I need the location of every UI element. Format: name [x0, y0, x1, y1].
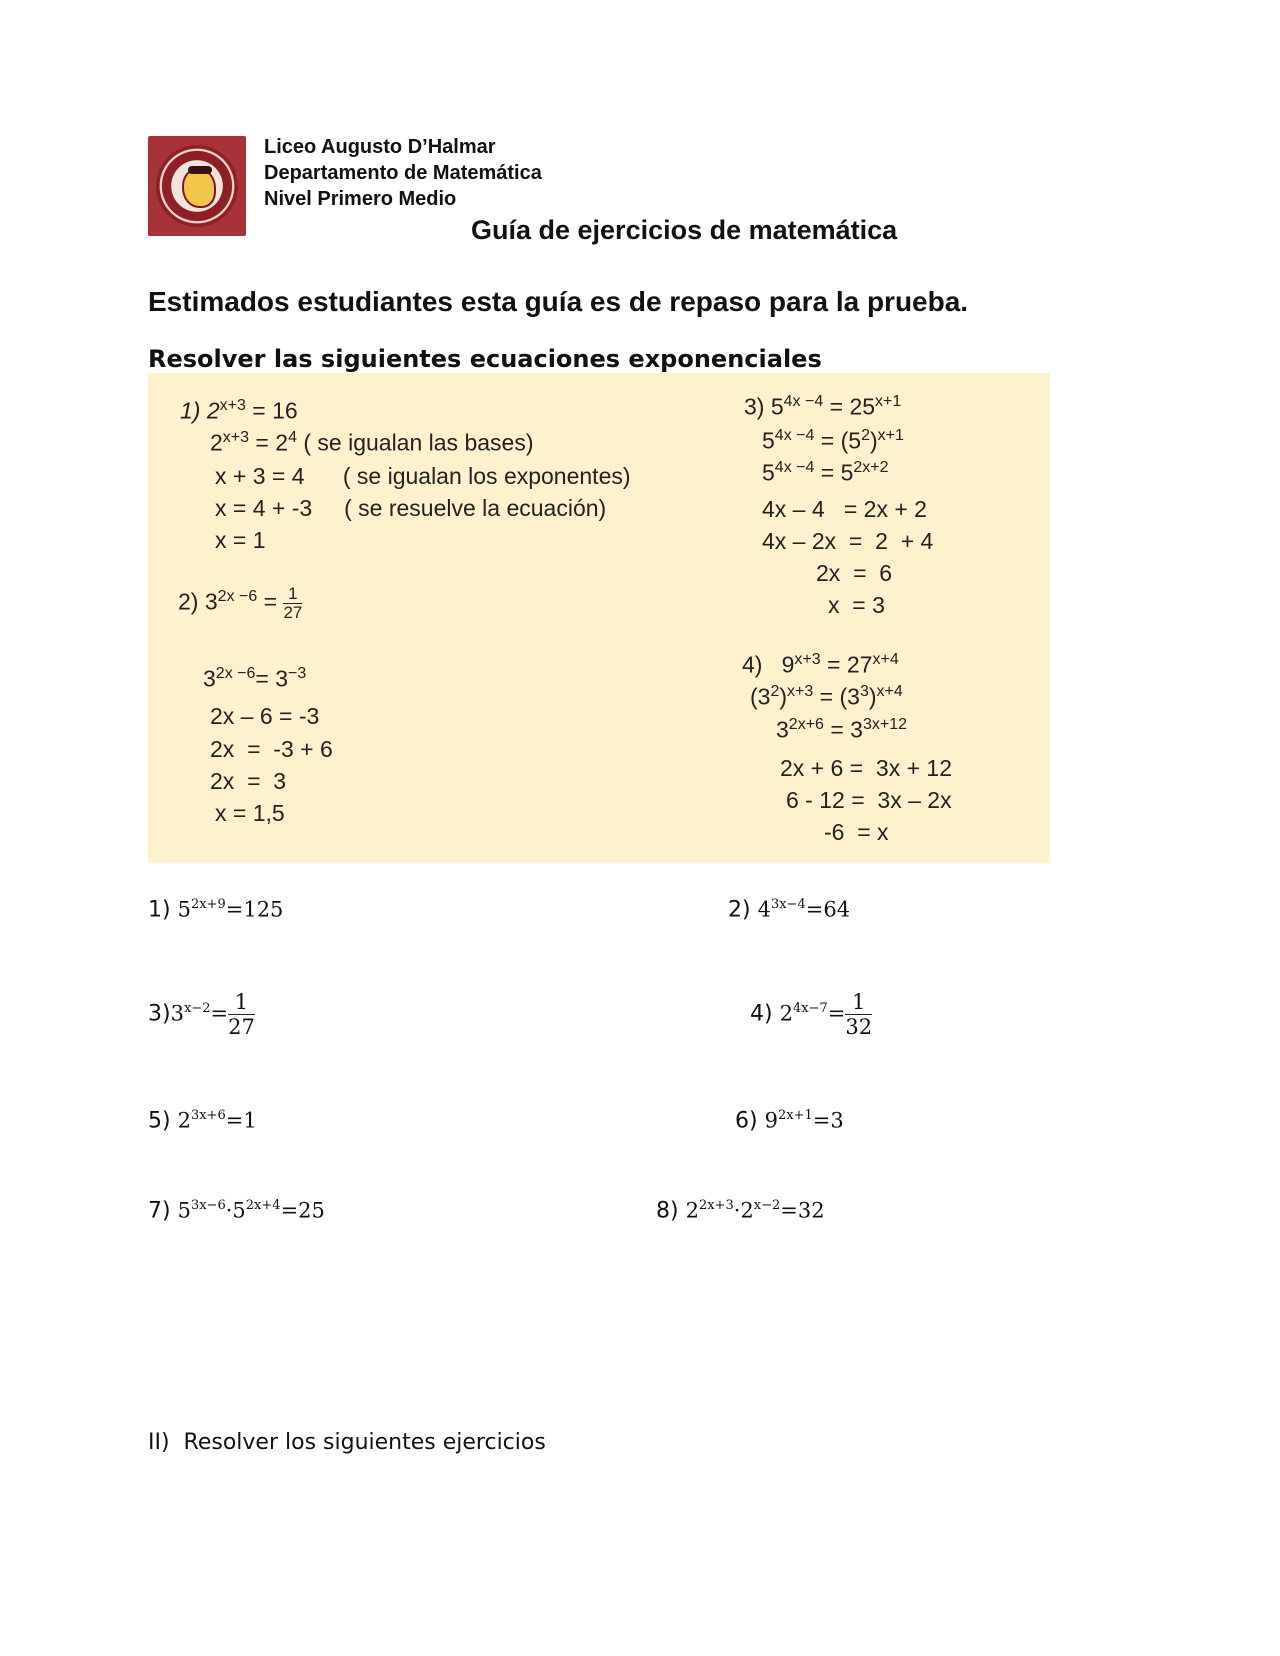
ex1-line3: x + 3 = 4 ( se igualan los exponentes)	[215, 463, 631, 489]
section2-title: II) Resolver los siguientes ejercicios	[148, 1430, 546, 1455]
page-title: Guía de ejercicios de matemática	[471, 215, 898, 245]
section1-title: Resolver las siguientes ecuaciones exponenciales	[148, 345, 822, 373]
ex3-line7: x = 3	[828, 592, 885, 618]
ex2-line4: 2x = -3 + 6	[210, 736, 333, 762]
ex2-line2: $3^{2x -6}= 3^{-3}$	[203, 665, 307, 692]
ex4-line3: $3^{2x+6} = 3^{3x+12}$	[776, 716, 907, 743]
ex3-line6: 2x = 6	[816, 560, 893, 586]
ex1-line2: $2^{x+3} = 2^4$ ( se igualan las bases)	[210, 429, 534, 456]
ex3-line2: $5^{4x -4} = (5^2)^{x+1}$	[762, 427, 904, 454]
department-name: Departamento de Matemática	[264, 162, 542, 184]
problem-5: 5) $2^{3x+6}=1$	[148, 1108, 257, 1134]
ex1-line1: 1) $2^{x+3} = 16$	[180, 397, 298, 424]
problem-7: 7) $5^{3x-6}\cdot 5^{2x+4}=25$	[148, 1198, 325, 1224]
ex2-line3: 2x – 6 = -3	[210, 703, 320, 729]
problem-1: 1) $5^{2x+9}=125$	[148, 897, 284, 923]
ex1-line5: x = 1	[215, 527, 266, 553]
worked-examples-box	[148, 373, 1050, 863]
ex3-line3: $5^{4x -4} = 5^{2x+2}$	[762, 459, 889, 486]
ex4-line4: 2x + 6 = 3x + 12	[780, 755, 952, 781]
ex2-line5: 2x = 3	[210, 768, 287, 794]
ex4-line6: -6 = x	[824, 819, 889, 845]
ex3-line5: 4x – 2x = 2 + 4	[762, 528, 934, 554]
intro-text: Estimados estudiantes esta guía es de repaso para la prueba.	[148, 286, 969, 317]
problem-8: 8) $2^{2x+3}\cdot 2^{x-2}=32$	[656, 1198, 825, 1224]
school-name: Liceo Augusto D’Halmar	[264, 136, 496, 158]
problem-3: $3)3^{x-2}=$ $\frac{1}{27}$	[148, 990, 255, 1039]
ex2-line1: 2) $3^{2x -6}$ = $\frac{1}{27}$	[178, 584, 303, 622]
ex3-line1: 3) $5^{4x -4} = 25^{x+1}$	[744, 393, 902, 420]
problem-2: 2) $4^{3x-4}=64$	[728, 897, 851, 923]
ex2-line6: x = 1,5	[215, 800, 285, 826]
school-logo	[148, 136, 246, 236]
ex4-line5: 6 - 12 = 3x – 2x	[786, 787, 952, 813]
ex4-line1: 4) $9^{x+3} = 27^{x+4}$	[742, 651, 899, 678]
ex4-line2: $(3^2)^{x+3} = (3^3)^{x+4}$	[750, 683, 903, 710]
problem-6: 6) $9^{2x+1}=3$	[735, 1108, 844, 1134]
ex1-line4: x = 4 + -3 ( se resuelve la ecuación)	[215, 495, 607, 521]
level-name: Nivel Primero Medio	[264, 188, 457, 210]
ex3-line4: 4x – 4 = 2x + 2	[762, 496, 927, 522]
problem-4: 4) $2^{4x-7}=$ $\frac{1}{32}$	[750, 990, 873, 1039]
